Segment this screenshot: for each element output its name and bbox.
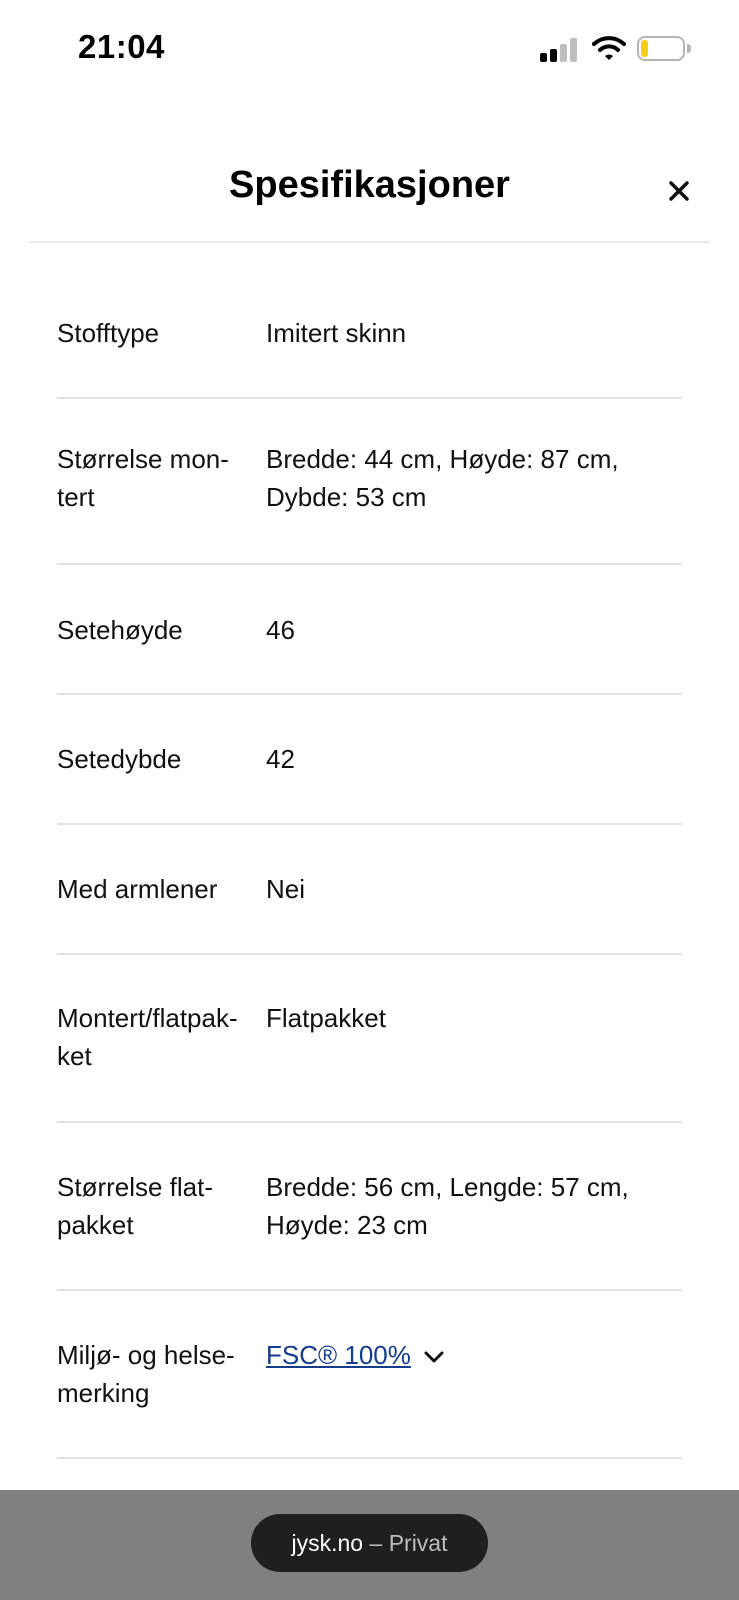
- spec-label-line: ket: [57, 1041, 92, 1071]
- spec-row-assembled-flatpacked: [57, 955, 682, 1123]
- spec-label-line: Størrelse flat-: [57, 1172, 214, 1202]
- battery-low-icon: [637, 36, 691, 62]
- spec-value: Flatpakket: [266, 1003, 386, 1033]
- fsc-link[interactable]: FSC® 100%: [266, 1340, 411, 1370]
- spec-label: Med armlener: [57, 874, 218, 904]
- spec-row-size-flatpacked: [57, 1123, 682, 1291]
- browser-bottom-bar: [0, 1490, 739, 1600]
- spec-row-seat-depth: [57, 695, 682, 825]
- spec-label-line: Miljø- og helse-: [57, 1340, 235, 1370]
- spec-value-line: Dybde: 53 cm: [266, 482, 427, 512]
- spec-row-size-assembled: [57, 399, 682, 565]
- url-domain: jysk.no: [291, 1530, 364, 1556]
- page-title: Spesifikasjoner: [229, 164, 510, 206]
- spec-row-fabric: [57, 243, 682, 399]
- wifi-icon: [592, 34, 626, 62]
- spec-label: [57, 999, 262, 1075]
- private-mode-label: Privat: [388, 1530, 448, 1556]
- spec-label-line: pakket: [57, 1210, 134, 1240]
- spec-value-line: Høyde: 23 cm: [266, 1210, 428, 1240]
- status-bar: [0, 0, 739, 100]
- spec-label-line: Størrelse mon-: [57, 444, 229, 474]
- spec-table: [57, 243, 682, 1459]
- spec-value: [266, 1336, 676, 1374]
- url-separator: –: [369, 1530, 383, 1556]
- close-icon[interactable]: [662, 174, 696, 208]
- spec-label-line: tert: [57, 482, 95, 512]
- spec-row-eco-label: [57, 1291, 682, 1459]
- spec-row-seat-height: [57, 565, 682, 695]
- spec-label-line: Montert/flatpak-: [57, 1003, 238, 1033]
- spec-value: [266, 440, 676, 516]
- spec-value: 42: [266, 744, 295, 774]
- spec-label: Setehøyde: [57, 615, 183, 645]
- spec-label: Setedybde: [57, 744, 182, 774]
- spec-label: [57, 440, 262, 516]
- status-time: 21:04: [78, 28, 165, 65]
- sheet-header: [0, 150, 739, 242]
- spec-value: Imitert skinn: [266, 318, 407, 348]
- spec-label: Stofftype: [57, 318, 160, 348]
- chevron-down-icon[interactable]: [423, 1346, 445, 1368]
- spec-label-line: merking: [57, 1378, 150, 1408]
- spec-value-line: Bredde: 56 cm, Lengde: 57 cm,: [266, 1172, 629, 1202]
- spec-label: [57, 1336, 262, 1412]
- spec-value: 46: [266, 615, 295, 645]
- spec-value: Nei: [266, 874, 306, 904]
- spec-row-armrests: [57, 825, 682, 955]
- cellular-signal-icon: [540, 38, 578, 62]
- spec-value-line: Bredde: 44 cm, Høyde: 87 cm,: [266, 444, 619, 474]
- spec-label: [57, 1168, 262, 1244]
- spec-value: [266, 1168, 676, 1244]
- url-bar[interactable]: [251, 1514, 488, 1572]
